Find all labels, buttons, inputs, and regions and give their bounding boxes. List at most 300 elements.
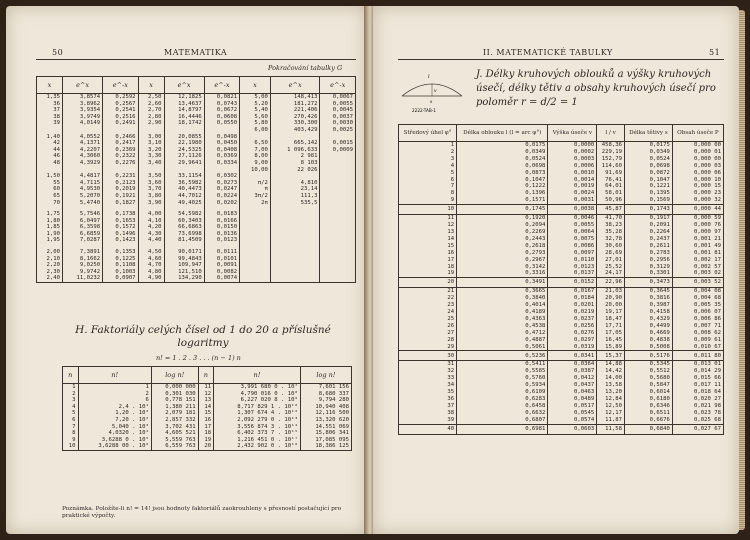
table-cell: 5,559 763	[151, 437, 198, 444]
table-cell: 5	[399, 170, 457, 177]
table-cell: 17,05	[597, 330, 625, 337]
table-cell: 0,0341	[548, 351, 597, 361]
table-row	[399, 323, 724, 330]
table-cell: 0,0489	[548, 396, 597, 403]
table-cell: 0,0334	[204, 160, 239, 167]
table-cell: 0,0247	[204, 186, 239, 193]
table-cell: 0,018 64	[672, 389, 723, 396]
table-cell: 28	[399, 337, 457, 344]
table-cell: 0,3142	[457, 264, 548, 271]
table-row	[399, 375, 724, 382]
table-cell: 0,0821	[204, 94, 239, 101]
table-cell: 6,559 763	[151, 443, 198, 450]
table-row	[37, 160, 356, 167]
table-cell: 25	[399, 316, 457, 323]
table-row	[399, 163, 724, 170]
table-row	[399, 389, 724, 396]
table-cell: 0,001 81	[672, 250, 723, 257]
table-cell: 5,2070	[62, 193, 102, 200]
table-cell: 4,810	[270, 180, 320, 187]
table-cell: 0,4887	[457, 337, 548, 344]
table-cell: 0,2369	[103, 147, 138, 154]
table-cell: 0,0319	[548, 344, 597, 351]
table-row	[37, 167, 356, 174]
table-cell: 58,01	[597, 190, 625, 197]
table-cell	[240, 275, 271, 282]
table-cell: 0,3840	[457, 295, 548, 302]
table-row	[399, 257, 724, 264]
table-cell: 0,000 76	[672, 222, 723, 229]
table-row	[399, 368, 724, 375]
table-cell: 20,0855	[164, 134, 204, 141]
table-row	[399, 149, 724, 156]
table-cell: 7,00	[240, 147, 271, 154]
table-row	[399, 330, 724, 337]
table-cell: 0,000 10	[672, 177, 723, 184]
table-cell: 0,0000	[548, 142, 597, 149]
table-cell: 42	[37, 140, 63, 147]
table-cell: 0,0297	[548, 337, 597, 344]
figure-label: 2222-TAB-1	[412, 108, 436, 113]
table-row	[399, 142, 724, 149]
table-cell: 2,079 181	[151, 410, 198, 417]
table-cell: 6,50	[240, 140, 271, 147]
table-cell: 109,947	[164, 262, 204, 269]
table-cell: 3,9354	[62, 107, 102, 114]
table-cell: 0,0603	[548, 424, 597, 434]
table-cell: 2,4 . 10¹	[78, 404, 151, 411]
table-cell: 2,00	[37, 249, 63, 256]
table-cell: 32	[399, 368, 457, 375]
table-cell: 0,0743	[204, 101, 239, 108]
table-cell: 0,3301	[624, 270, 672, 277]
table-cell: 0,301 030	[151, 391, 198, 398]
table-cell	[240, 256, 271, 263]
table-cell: 5,040 . 10³	[78, 424, 151, 431]
table-cell: 2,432 902 0 . 10¹⁸	[214, 443, 301, 450]
table-cell: 0,0364	[548, 361, 597, 368]
table-row	[63, 391, 352, 398]
table-cell: 4,3060	[62, 153, 102, 160]
table-cell	[320, 262, 356, 269]
table-cell: 2,857 332	[151, 417, 198, 424]
table-cell: 3,30	[138, 153, 164, 160]
table-row	[63, 443, 352, 450]
table-cell: 5,20	[240, 101, 271, 108]
page-edges	[739, 10, 745, 530]
table-cell: 0,006 07	[672, 309, 723, 316]
table-cell: 4,2207	[62, 147, 102, 154]
table-cell: 0,0046	[548, 215, 597, 222]
table-cell: 48	[37, 160, 63, 167]
column-header: n	[198, 367, 214, 384]
table-cell: 0,1569	[624, 197, 672, 204]
table-cell: 14,551 069	[300, 424, 351, 431]
table-cell: 0,3987	[624, 302, 672, 309]
header-rule	[36, 59, 356, 60]
table-cell: 30,60	[597, 243, 625, 250]
table-cell: 0,1745	[457, 205, 548, 215]
column-header: n	[63, 367, 79, 384]
table-cell	[270, 262, 320, 269]
table-row	[399, 417, 724, 424]
table-row-decade	[399, 205, 724, 215]
table-row	[37, 101, 356, 108]
table-cell: 0,0524	[624, 156, 672, 163]
table-cell: 0,0437	[548, 382, 597, 389]
table-cell: 0,0006	[548, 163, 597, 170]
table-cell: 0,007 71	[672, 323, 723, 330]
table-cell	[320, 249, 356, 256]
table-cell: 0,1003	[103, 269, 138, 276]
table-cell: 1,85	[37, 224, 63, 231]
table-row	[399, 295, 724, 302]
column-header: log n!	[300, 367, 351, 384]
factorial-note: Poznámka. Položíte-li n! = 14! jsou hodnoty faktoriálů zaokrouhleny s přesností postačující pro praktické výpočty.	[62, 506, 342, 519]
table-row	[399, 410, 724, 417]
table-cell: 7,0287	[62, 237, 102, 244]
table-cell: 0,006 86	[672, 316, 723, 323]
column-header: x	[37, 77, 63, 94]
table-row	[37, 140, 356, 147]
table-row	[63, 404, 352, 411]
table-cell	[164, 167, 204, 174]
table-cell: 66,6863	[164, 224, 204, 231]
table-cell: 0,5008	[624, 344, 672, 351]
table-cell	[320, 200, 356, 207]
table-row	[37, 262, 356, 269]
table-cell: 4,0552	[62, 134, 102, 141]
column-header: n!	[78, 367, 151, 384]
table-cell: 0,000 44	[672, 205, 723, 215]
table-cell: 0,0136	[204, 231, 239, 238]
arc-table-title: J. Délky kruhových oblouků a výšky kruhových úsečí, délky tětiv a obsahy kruhových úsečí pro poloměr r = d/2 = 1	[476, 69, 716, 108]
table-cell: 0,000 03	[672, 163, 723, 170]
column-header: n!	[214, 367, 301, 384]
table-cell	[240, 269, 271, 276]
table-cell: 9	[63, 437, 79, 444]
column-header: e^-x	[204, 77, 239, 94]
table-cell: 3,50	[138, 173, 164, 180]
table-cell	[270, 231, 320, 238]
table-cell: 0,0037	[320, 114, 356, 121]
table-cell: 4,9530	[62, 186, 102, 193]
table-cell: 0,0137	[548, 270, 597, 277]
table-row	[63, 424, 352, 431]
table-cell: 1,35	[37, 94, 63, 101]
table-cell: 37	[399, 403, 457, 410]
table-cell: 8 103	[270, 160, 320, 167]
table-cell: 11,87	[597, 417, 625, 424]
table-cell	[320, 231, 356, 238]
table-cell: 20,00	[597, 302, 625, 309]
table-cell: 2π	[240, 200, 271, 207]
table-cell: 0,0064	[548, 229, 597, 236]
table-cell: 4,20	[138, 224, 164, 231]
table-cell: 0,3816	[624, 295, 672, 302]
table-cell: 5,4740	[62, 200, 102, 207]
table-cell: 25,52	[597, 264, 625, 271]
table-cell: 10	[63, 443, 79, 450]
table-row	[37, 180, 356, 187]
table-cell	[320, 167, 356, 174]
column-header: Délka tětivy s	[624, 125, 672, 142]
table-cell: 1,40	[37, 134, 63, 141]
table-cell: 0,1572	[103, 224, 138, 231]
table-cell: 29,9641	[164, 160, 204, 167]
table-cell: 0,3645	[624, 288, 672, 295]
table-cell	[320, 153, 356, 160]
table-cell: 0,000 97	[672, 229, 723, 236]
table-cell: 0,027 67	[672, 424, 723, 434]
table-cell: 4	[399, 163, 457, 170]
table-cell: 0,0698	[624, 163, 672, 170]
table-cell: 0,6511	[624, 410, 672, 417]
table-cell: 0,000 01	[672, 149, 723, 156]
table-cell: 0,015 66	[672, 375, 723, 382]
table-cell	[37, 127, 63, 134]
table-cell: 65	[37, 193, 63, 200]
table-cell	[320, 160, 356, 167]
table-cell: 0,023 78	[672, 410, 723, 417]
table-cell: 0,0256	[548, 323, 597, 330]
table-cell: 2,40	[37, 275, 63, 282]
left-page-number: 50	[52, 48, 64, 57]
table-cell: 0,6807	[457, 417, 548, 424]
table-cell: 15	[399, 243, 457, 250]
table-cell: 0,003 02	[672, 270, 723, 277]
table-cell: 19	[399, 270, 457, 277]
table-cell: 9	[399, 197, 457, 204]
table-cell: 3,20	[138, 147, 164, 154]
table-cell: 4,1371	[62, 140, 102, 147]
table-cell: 0,4838	[624, 337, 672, 344]
table-cell: 9,0250	[62, 262, 102, 269]
table-cell	[240, 173, 271, 180]
table-cell: 181,272	[270, 101, 320, 108]
table-row	[399, 229, 724, 236]
table-cell: 15,806 341	[300, 430, 351, 437]
table-cell: 4,40	[138, 237, 164, 244]
table-row	[37, 237, 356, 244]
table-cell	[320, 218, 356, 225]
table-cell: 2 981	[270, 153, 320, 160]
table-cell: 0,0698	[457, 163, 548, 170]
table-row	[37, 173, 356, 180]
table-cell: 27,1126	[164, 153, 204, 160]
table-cell: 0,3473	[624, 278, 672, 288]
table-cell: 1,90	[37, 231, 63, 238]
table-cell: 38	[399, 410, 457, 417]
column-header: Středový úhel φ°	[399, 125, 457, 142]
table-cell: 0,0202	[204, 200, 239, 207]
table-row	[399, 288, 724, 295]
table-cell: 4,3929	[62, 160, 102, 167]
table-cell: 0,1396	[457, 190, 548, 197]
table-cell	[270, 224, 320, 231]
table-cell: 0,0075	[548, 236, 597, 243]
table-cell: 24,17	[597, 270, 625, 277]
table-cell: 3	[63, 397, 79, 404]
svg-text:s: s	[430, 100, 433, 105]
table-cell: 111,3	[270, 193, 320, 200]
table-cell: 34	[399, 382, 457, 389]
table-cell: 22,1980	[164, 140, 204, 147]
table-cell: 12,1825	[164, 94, 204, 101]
table-cell: 0,0110	[548, 257, 597, 264]
table-cell: 8,717 829 1 . 10¹⁰	[214, 404, 301, 411]
table-cell: 0,2783	[624, 250, 672, 257]
table-cell: 0,4329	[624, 316, 672, 323]
table-cell	[103, 127, 138, 134]
table-cell: 229,19	[597, 149, 625, 156]
table-cell	[138, 167, 164, 174]
table-cell: 13,20	[597, 389, 625, 396]
table-row	[37, 256, 356, 263]
table-cell: 21,03	[597, 288, 625, 295]
table-cell: 0,0237	[548, 316, 597, 323]
table-cell: 0,2094	[457, 222, 548, 229]
table-cell: 13,320 620	[300, 417, 351, 424]
table-cell: 36	[399, 396, 457, 403]
table-cell: 4,00	[138, 211, 164, 218]
table-cell: 22	[399, 295, 457, 302]
table-cell: 5,7546	[62, 211, 102, 218]
table-cell: 0,2123	[103, 180, 138, 187]
table-cell: 5,60	[240, 114, 271, 121]
table-cell: 35	[399, 389, 457, 396]
table-cell: 18,47	[597, 316, 625, 323]
table-cell: 0,2019	[103, 186, 138, 193]
table-cell	[37, 167, 63, 174]
table-row	[399, 177, 724, 184]
table-cell	[320, 134, 356, 141]
table-cell: 0,013 01	[672, 361, 723, 368]
table-row	[63, 417, 352, 424]
table-cell: 11,0232	[62, 275, 102, 282]
table-cell: 29	[399, 344, 457, 351]
column-header: x	[240, 77, 271, 94]
table-cell: 0,0672	[204, 107, 239, 114]
table-cell: 221,406	[270, 107, 320, 114]
table-cell: 15,89	[597, 344, 625, 351]
table-cell: 0,0498	[204, 134, 239, 141]
column-header: Výška úseče v	[548, 125, 597, 142]
table-cell: 4,605 521	[151, 430, 198, 437]
table-cell	[240, 218, 271, 225]
table-cell: 0,014 29	[672, 368, 723, 375]
table-cell: 0,1222	[457, 183, 548, 190]
table-cell	[240, 262, 271, 269]
table-cell: 8,00	[240, 153, 271, 160]
table-row	[37, 134, 356, 141]
table-cell: 0,0276	[548, 330, 597, 337]
table-cell: 0,6676	[624, 417, 672, 424]
table-cell	[240, 224, 271, 231]
table-cell: 4,4817	[62, 173, 102, 180]
table-cell: 19	[198, 437, 214, 444]
table-cell: 0,010 67	[672, 344, 723, 351]
table-cell: 152,79	[597, 156, 625, 163]
table-cell: 6,3598	[62, 224, 102, 231]
table-cell: 60,3403	[164, 218, 204, 225]
table-cell: 0,1225	[103, 256, 138, 263]
table-cell: 0,000 00	[672, 156, 723, 163]
table-cell: 0,6283	[457, 396, 548, 403]
table-cell	[240, 231, 271, 238]
table-cell: 0,4538	[457, 323, 548, 330]
table-cell: 76,41	[597, 177, 625, 184]
table-cell: 6,6859	[62, 231, 102, 238]
factorial-title: H. Faktoriály celých čísel od 1 do 20 a příslušné logaritmy	[75, 324, 331, 349]
table-cell: 64,01	[597, 183, 625, 190]
table-cell: 1,80	[37, 218, 63, 225]
table-row	[399, 215, 724, 222]
table-cell: 41,70	[597, 215, 625, 222]
table-row-decade	[399, 351, 724, 361]
table-cell: 10,00	[240, 167, 271, 174]
table-cell	[320, 173, 356, 180]
column-header: e^-x	[320, 77, 356, 94]
table-cell: 60	[37, 186, 63, 193]
table-cell: 0,0067	[320, 94, 356, 101]
table-cell	[320, 269, 356, 276]
table-cell: 0,0152	[548, 278, 597, 288]
table-cell: 14	[198, 404, 214, 411]
table-row	[37, 200, 356, 207]
table-cell: 4	[63, 404, 79, 411]
table-cell: 46	[37, 153, 63, 160]
table-cell: 1,380 211	[151, 404, 198, 411]
table-cell: 0,0387	[548, 368, 597, 375]
table-cell: 0,0015	[320, 140, 356, 147]
table-cell	[240, 237, 271, 244]
table-cell: 1,75	[37, 211, 63, 218]
table-cell: 458,36	[597, 142, 625, 149]
table-cell: 14,88	[597, 361, 625, 368]
table-cell: 16	[399, 250, 457, 257]
table-cell: 121,510	[164, 269, 204, 276]
table-cell: 33,1154	[164, 173, 204, 180]
table-cell: 0,6458	[457, 403, 548, 410]
table-cell: 1	[63, 384, 79, 391]
table-cell: π	[240, 186, 271, 193]
table-cell: 4,30	[138, 231, 164, 238]
table-cell: 0,1653	[103, 218, 138, 225]
table-row	[37, 153, 356, 160]
table-cell: 0,2091	[624, 222, 672, 229]
table-cell: 14,42	[597, 368, 625, 375]
table-cell: 4,0320 . 10⁴	[78, 430, 151, 437]
table-cell: 0,2322	[103, 153, 138, 160]
table-cell: 0,0349	[457, 149, 548, 156]
table-cell: 0,2491	[103, 120, 138, 127]
table-cell: 44,7012	[164, 193, 204, 200]
table-cell: 24,5325	[164, 147, 204, 154]
table-cell: 0,0219	[548, 309, 597, 316]
table-cell: 0,4363	[457, 316, 548, 323]
table-cell: 0,0450	[204, 140, 239, 147]
table-row-decade	[399, 278, 724, 288]
table-row	[399, 197, 724, 204]
table-cell: 3,8574	[62, 94, 102, 101]
table-cell: 11	[399, 215, 457, 222]
table-row	[399, 264, 724, 271]
table-cell: 4,0149	[62, 120, 102, 127]
table-cell	[320, 180, 356, 187]
table-cell: 13	[198, 397, 214, 404]
table-cell: 26	[399, 323, 457, 330]
